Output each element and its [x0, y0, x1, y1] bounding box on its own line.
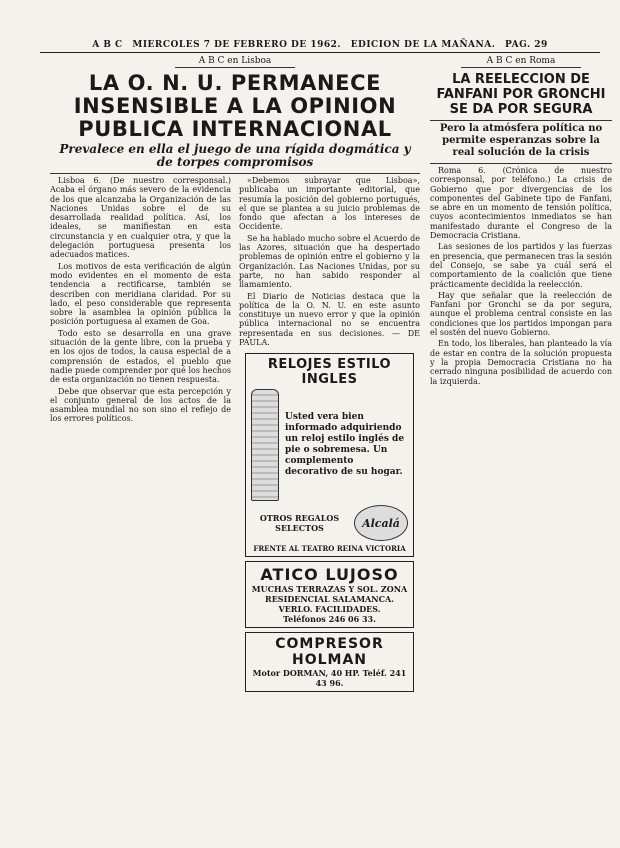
shop-logo: Alcalá [354, 505, 408, 541]
paragraph: Los motivos de esta verificación de algún modo evidentes en el momento de esta tendencia a rectificarse, también se describen con meridiana claridad. Por su lado, el peso considerable que representa sobre la asamblea la opinión pública la posición portuguesa al examen de Goa. [50, 261, 231, 327]
divider [430, 163, 612, 164]
right-kicker: A B C en Roma [461, 56, 581, 68]
left-kicker: A B C en Lisboa [175, 56, 295, 68]
left-article [50, 56, 420, 696]
right-headline: LA REELECCION DE FANFANI POR GRONCHI SE DA POR SEGURA [436, 72, 606, 117]
right-subhead: Pero la atmósfera política no permite esperanzas sobre la real solución de la crisis [439, 123, 603, 158]
paragraph: Se ha hablado mucho sobre el Acuerdo de las Azores, situación que ha despertado problemas de opinión entre el gobierno y la Organización. Las Naciones Unidas, por su parte, no han sabido responder al llamamiento. [239, 233, 420, 290]
paragraph: El Diario de Noticias destaca que la política de la O. N. U. en este asunto constituye un nuevo error y que la opinión pública internacional no se encuentra representada en sus decisiones. — DE PAULA. [239, 291, 420, 348]
compressor-ad-title: COMPRESOR HOLMAN [275, 636, 384, 669]
paragraph: Todo esto se desarrolla en una grave situación de la gente libre, con la prueba y en los ojos de todos, la causa especial de a comprensión de estados, el pueblo que nadie puede comprender por qué los hechos de esta organización no tienen respuesta. [50, 328, 231, 385]
left-headline: LA O. N. U. PERMANECE INSENSIBLE A LA OPINION PUBLICA INTERNACIONAL [73, 71, 397, 141]
compressor-ad [245, 632, 414, 692]
attic-ad-line: MUCHAS TERRAZAS Y SOL. ZONA RESIDENCIAL SALAMANCA. VERLO. FACILIDADES. [251, 584, 408, 615]
paragraph: Debe que observar que esta percepción y el conjunto general de los actos de la asamblea mundial no son sino el reflejo de los errores políticos. [50, 386, 231, 424]
attic-ad [245, 561, 414, 628]
grandfather-clock-icon [251, 389, 279, 501]
clock-ad-text: Usted vera bien informado adquiriendo un reloj estilo inglés de pie o sobremesa. Un complemento decorativo de su hogar. [285, 412, 405, 478]
paragraph: En todo, los liberales, han planteado la vía de estar en contra de la solución propuesta y la propia Democracia Cristiana no ha cerrado ninguna posibilidad de acuerdo con la izquierda. [430, 339, 612, 386]
page-header [40, 40, 600, 53]
ads-block [239, 353, 420, 692]
clock-ad [245, 353, 414, 557]
right-article [430, 56, 612, 388]
clock-ad-footer: FRENTE AL TEATRO REINA VICTORIA [253, 544, 406, 554]
left-body-col1 [50, 176, 231, 696]
attic-ad-title: ATICO LUJOSO [260, 565, 399, 585]
left-body-col2 [239, 176, 420, 696]
paper-name: A B C [92, 40, 123, 50]
header-edition: EDICION DE LA MAÑANA. [350, 40, 496, 50]
left-subhead: Prevalece en ella el juego de una rígida dogmática y de torpes compromisos [59, 142, 411, 169]
paragraph: Hay que señalar que la reelección de Fanfani por Gronchi se da por segura, aunque el problema central consiste en las condiciones que los partidos impongan para el sostén del nuevo Gobierno. [430, 290, 612, 338]
paragraph: Lisboa 6. (De nuestro corresponsal.) Acaba el órgano más severo de la evidencia de los que alcanzaba la Organización de las Naciones Unidas sobre el de su desarrollada realidad política. Así, los ideales, se manifiestan en esta circunstancia y en cualquier otra, y que la delegación portuguesa presenta los adecuados matices. [50, 176, 231, 260]
divider [430, 120, 612, 121]
attic-ad-phone: Teléfonos 246 06 33. [283, 614, 376, 625]
left-body [50, 176, 420, 696]
clock-ad-title: RELOJES ESTILO INGLES [267, 357, 392, 388]
paragraph: Roma 6. (Crónica de nuestro corresponsal, por teléfono.) La crisis de Gobierno que por divergencias de los componentes del Gabinete tipo de Fanfani, se abre en un momento de tensión política, cuyos acontecimientos inmediatos se han manifestado durante el Congreso de la Democracia Cristiana. [430, 166, 612, 241]
paragraph: «Debemos subrayar que Lisboa», publicaba un importante editorial, que resumía la posición del gobierno portugués, el que se plantea a su juicio problemas de fondo que afectan a los intereses de Occidente. [239, 176, 420, 232]
divider [50, 173, 420, 174]
header-page: PAG. 29 [505, 40, 548, 50]
compressor-ad-line: Motor DORMAN, 40 HP. Teléf. 241 43 96. [252, 668, 407, 689]
clock-ad-gifts: OTROS REGALOS SELECTOS [259, 513, 340, 534]
paragraph: Las sesiones de los partidos y las fuerzas en presencia, que permanecen tras la sesión del Consejo, se sabe ya cuál será el comportamiento de la coalición que tiene prácticamente decidida la reelección. [430, 242, 612, 289]
header-date: MIERCOLES 7 DE FEBRERO DE 1962. [132, 40, 342, 50]
